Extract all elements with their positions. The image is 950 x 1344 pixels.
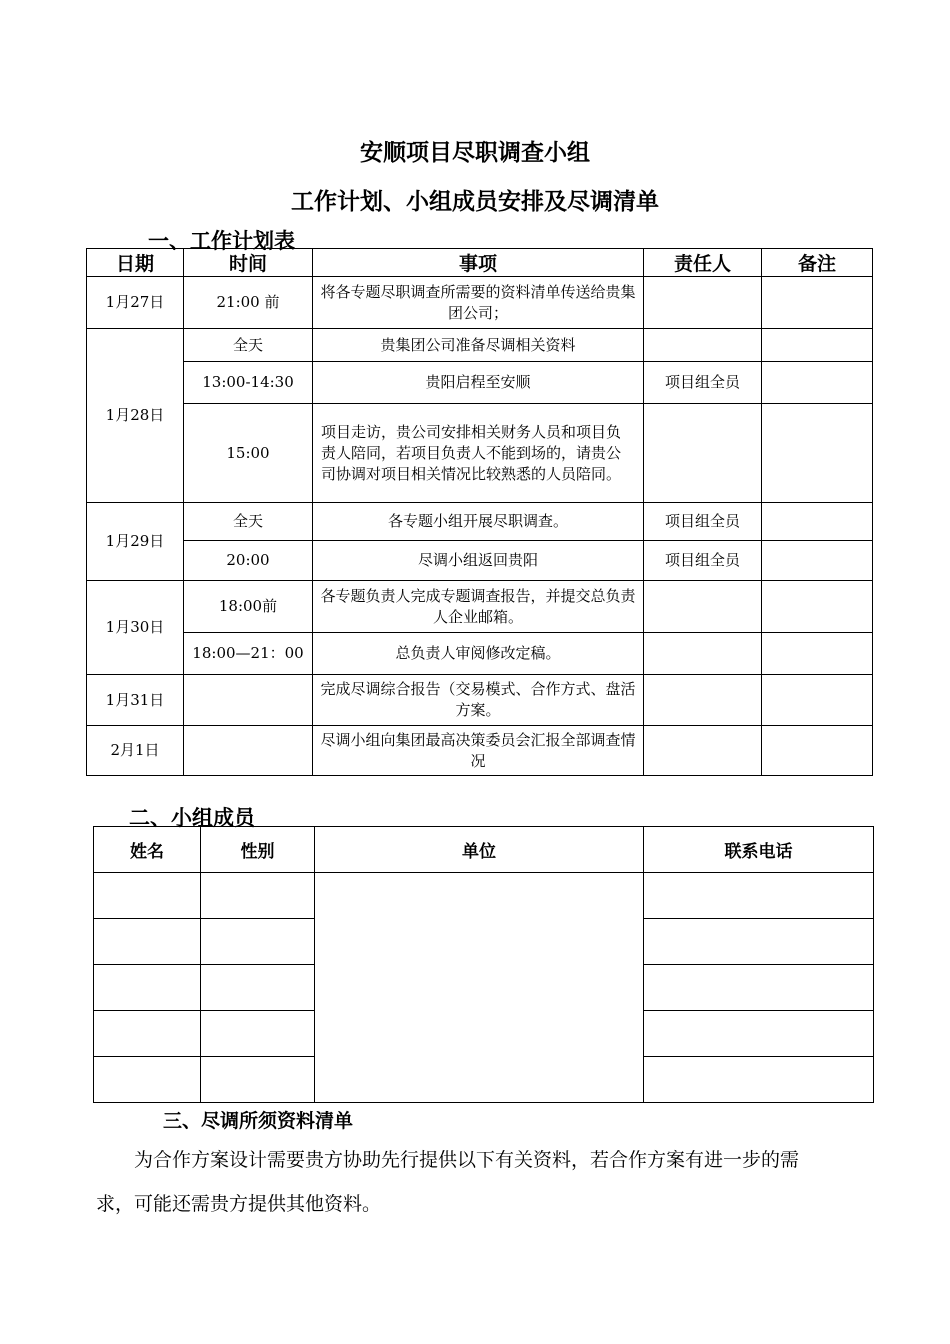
document-title: 安顺项目尽职调查小组 <box>360 140 590 166</box>
phone-cell <box>644 1057 874 1103</box>
date-cell: 1月27日 <box>87 277 184 329</box>
header-phone: 联系电话 <box>644 827 874 873</box>
note-cell <box>762 633 873 675</box>
table-header-row <box>87 249 873 277</box>
table-header-row <box>94 827 874 873</box>
note-cell <box>762 277 873 329</box>
name-cell <box>94 873 201 919</box>
gender-cell <box>201 1011 315 1057</box>
note-cell <box>762 362 873 404</box>
table-row <box>87 675 873 726</box>
time-cell: 18:00—21：00 <box>184 633 313 675</box>
table-row <box>87 726 873 776</box>
checklist-section-heading: 三、尽调所须资料清单 <box>163 1110 354 1132</box>
owner-cell <box>644 404 762 503</box>
item-cell: 将各专题尽职调查所需要的资料清单传送给贵集团公司； <box>313 277 644 329</box>
item-cell: 项目走访，贵公司安排相关财务人员和项目负责人陪同，若项目负责人不能到场的，请贵公司协调对项目相关情况比较熟悉的人员陪同。 <box>313 404 644 503</box>
table-row <box>87 277 873 329</box>
owner-cell: 项目组全员 <box>644 362 762 404</box>
name-cell <box>94 919 201 965</box>
table-row <box>87 581 873 633</box>
owner-cell: 项目组全员 <box>644 541 762 581</box>
item-cell: 总负责人审阅修改定稿。 <box>313 633 644 675</box>
note-cell <box>762 329 873 362</box>
time-cell: 13:00-14:30 <box>184 362 313 404</box>
time-cell: 全天 <box>184 503 313 541</box>
document-subtitle: 工作计划、小组成员安排及尽调清单 <box>291 189 659 215</box>
date-cell: 1月28日 <box>87 329 184 503</box>
date-cell: 2月1日 <box>87 726 184 776</box>
time-cell: 20:00 <box>184 541 313 581</box>
owner-cell <box>644 675 762 726</box>
members-section-heading: 二、小组成员 <box>129 806 255 830</box>
owner-cell <box>644 581 762 633</box>
item-cell: 贵阳启程至安顺 <box>313 362 644 404</box>
note-cell <box>762 503 873 541</box>
name-cell <box>94 1057 201 1103</box>
time-cell: 21:00 前 <box>184 277 313 329</box>
table-row <box>87 329 873 362</box>
phone-cell <box>644 919 874 965</box>
table-row <box>87 404 873 503</box>
owner-cell <box>644 277 762 329</box>
date-cell: 1月29日 <box>87 503 184 581</box>
item-cell: 尽调小组返回贵阳 <box>313 541 644 581</box>
header-time: 时间 <box>184 249 313 277</box>
table-row <box>87 633 873 675</box>
owner-cell: 项目组全员 <box>644 503 762 541</box>
time-cell: 18:00前 <box>184 581 313 633</box>
time-cell <box>184 726 313 776</box>
item-cell: 各专题负责人完成专题调查报告，并提交总负责人企业邮箱。 <box>313 581 644 633</box>
gender-cell <box>201 919 315 965</box>
note-cell <box>762 726 873 776</box>
table-row <box>87 362 873 404</box>
table-row <box>87 503 873 541</box>
time-cell: 15:00 <box>184 404 313 503</box>
header-date: 日期 <box>87 249 184 277</box>
owner-cell <box>644 633 762 675</box>
time-cell <box>184 675 313 726</box>
header-gender: 性别 <box>201 827 315 873</box>
time-cell: 全天 <box>184 329 313 362</box>
owner-cell <box>644 726 762 776</box>
item-cell: 完成尽调综合报告（交易模式、合作方式、盘活方案。 <box>313 675 644 726</box>
header-owner: 责任人 <box>644 249 762 277</box>
table-row <box>87 541 873 581</box>
owner-cell <box>644 329 762 362</box>
note-cell <box>762 581 873 633</box>
gender-cell <box>201 1057 315 1103</box>
header-item: 事项 <box>313 249 644 277</box>
name-cell <box>94 1011 201 1057</box>
header-name: 姓名 <box>94 827 201 873</box>
item-cell: 尽调小组向集团最高决策委员会汇报全部调查情况 <box>313 726 644 776</box>
checklist-paragraph: 为合作方案设计需要贵方协助先行提供以下有关资料，若合作方案有进一步的需求，可能还需贵方提供其他资料。 <box>96 1149 800 1215</box>
note-cell <box>762 541 873 581</box>
note-cell <box>762 675 873 726</box>
name-cell <box>94 965 201 1011</box>
date-cell: 1月31日 <box>87 675 184 726</box>
phone-cell <box>644 965 874 1011</box>
phone-cell <box>644 873 874 919</box>
date-cell: 1月30日 <box>87 581 184 675</box>
item-cell: 贵集团公司准备尽调相关资料 <box>313 329 644 362</box>
phone-cell <box>644 1011 874 1057</box>
note-cell <box>762 404 873 503</box>
header-organization: 单位 <box>315 827 644 873</box>
gender-cell <box>201 873 315 919</box>
plan-section-heading: 一、工作计划表 <box>148 229 295 253</box>
table-row <box>94 873 874 919</box>
work-plan-table <box>86 248 873 776</box>
organization-cell <box>315 873 644 1103</box>
members-table <box>93 826 874 1103</box>
header-note: 备注 <box>762 249 873 277</box>
gender-cell <box>201 965 315 1011</box>
item-cell: 各专题小组开展尽职调查。 <box>313 503 644 541</box>
